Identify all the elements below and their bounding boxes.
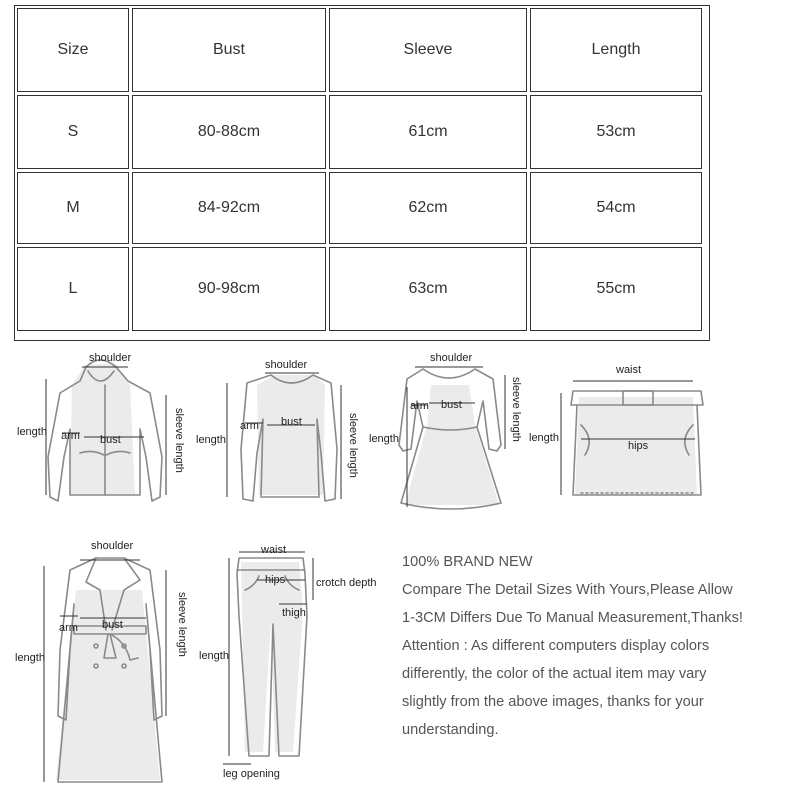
table-cell: 61cm: [329, 95, 527, 169]
table-header-cell: Sleeve: [329, 8, 527, 92]
sleeve-length-label: sleeve length: [347, 413, 359, 478]
thigh-label: thigh: [282, 607, 306, 619]
table-cell: 55cm: [530, 247, 702, 331]
length-label: length: [15, 652, 45, 664]
bust-label: bust: [102, 619, 123, 631]
pants-diagram: [195, 530, 395, 800]
coat-diagram: [0, 530, 200, 800]
sleeve-length-label: sleeve length: [176, 592, 188, 657]
leg-opening-label: leg opening: [223, 768, 280, 780]
length-label: length: [199, 650, 229, 662]
table-cell: S: [17, 95, 129, 169]
table-cell: 84-92cm: [132, 172, 326, 244]
sleeve-length-label: sleeve length: [510, 377, 522, 442]
table-cell: 62cm: [329, 172, 527, 244]
notes-line: Attention : As different computers display colors: [402, 638, 710, 654]
waist-label: waist: [261, 544, 287, 556]
pants-illustration: [195, 530, 395, 800]
table-cell: 90-98cm: [132, 247, 326, 331]
shoulder-label: shoulder: [265, 359, 308, 371]
bust-label: bust: [441, 399, 462, 411]
length-label: length: [196, 434, 226, 446]
bust-label: bust: [100, 434, 121, 446]
table-header-cell: Bust: [132, 8, 326, 92]
waist-label: waist: [616, 364, 642, 376]
notes-line: differently, the color of the actual item may vary: [402, 666, 707, 682]
dress-diagram: [365, 345, 530, 520]
table-cell: M: [17, 172, 129, 244]
coat-illustration: [0, 530, 200, 800]
length-label: length: [529, 432, 559, 444]
sweater-diagram: [195, 345, 365, 520]
shoulder-label: shoulder: [89, 352, 132, 364]
length-label: length: [17, 426, 47, 438]
table-header-cell: Length: [530, 8, 702, 92]
notes-line-brand-new: 100% BRAND NEW: [402, 554, 533, 570]
skirt-diagram: [525, 345, 715, 520]
bust-label: bust: [281, 416, 302, 428]
notes-line: slightly from the above images, thanks for your: [402, 694, 704, 710]
arm-label: arm: [240, 420, 259, 432]
notes-line: 1-3CM Differs Due To Manual Measurement,Thanks!: [402, 610, 743, 626]
shoulder-label: shoulder: [91, 540, 134, 552]
table-cell: 80-88cm: [132, 95, 326, 169]
arm-label: arm: [61, 430, 80, 442]
arm-label: arm: [59, 622, 78, 634]
length-label: length: [369, 433, 399, 445]
table-cell: 63cm: [329, 247, 527, 331]
table-cell: L: [17, 247, 129, 331]
arm-label: arm: [410, 400, 429, 412]
hips-label: hips: [265, 574, 286, 586]
product-notes: [402, 548, 792, 744]
table-header-cell: Size: [17, 8, 129, 92]
hoodie-diagram: [0, 345, 200, 520]
size-chart-table: [14, 5, 710, 341]
table-cell: 53cm: [530, 95, 702, 169]
table-cell: 54cm: [530, 172, 702, 244]
crotch-depth-label: crotch depth: [316, 577, 377, 589]
sweater-illustration: [195, 345, 365, 520]
notes-line: understanding.: [402, 722, 499, 738]
notes-line: Compare The Detail Sizes With Yours,Please Allow: [402, 582, 733, 598]
hips-label: hips: [628, 440, 649, 452]
shoulder-label: shoulder: [430, 352, 473, 364]
sleeve-length-label: sleeve length: [173, 408, 185, 473]
